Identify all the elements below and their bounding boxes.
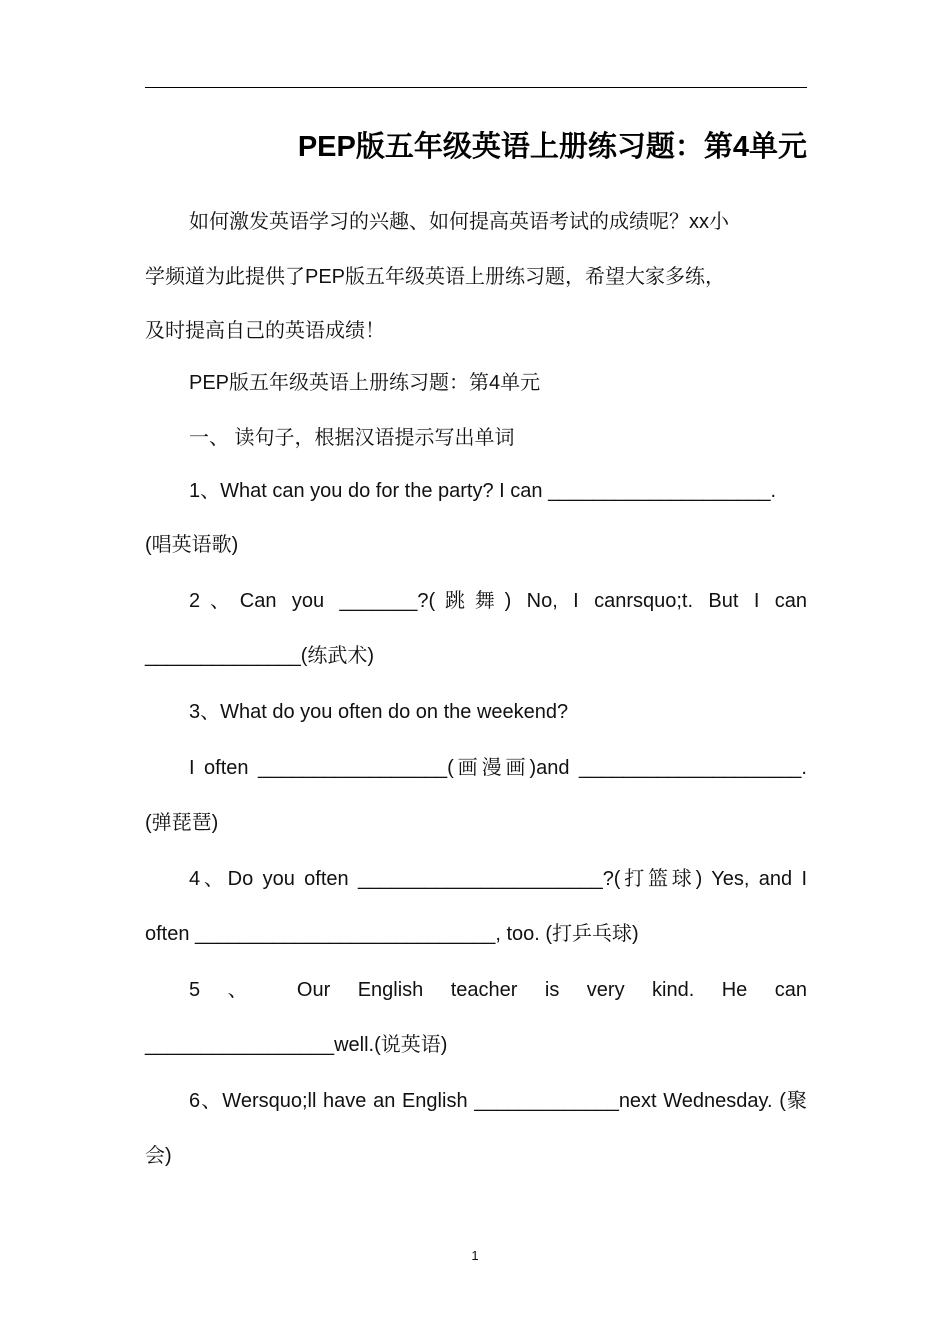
question-2-line-1: 2、Can you _______?(跳舞) No, I canrsquo;t. But I can <box>189 590 807 612</box>
question-6-line-1: 6、Wersquo;ll have an English _____________next Wednesday. (聚 <box>189 1090 807 1112</box>
page-title: PEP版五年级英语上册练习题：第4单元 <box>297 131 807 163</box>
header-rule <box>145 87 807 88</box>
question-6-line-2: 会) <box>145 1145 172 1167</box>
subtitle: PEP版五年级英语上册练习题：第4单元 <box>189 372 541 394</box>
question-3-line-2: I often _________________(画漫画)and ____________________. <box>189 757 807 779</box>
question-1-line-1: 1、What can you do for the party? I can ____________________. <box>189 480 777 502</box>
intro-line-1: 如何激发英语学习的兴趣、如何提高英语考试的成绩呢？xx小 <box>189 211 729 233</box>
intro-line-2: 学频道为此提供了PEP版五年级英语上册练习题，希望大家多练， <box>145 266 726 288</box>
question-2-line-2: ______________(练武术) <box>145 645 375 667</box>
question-3-line-1: 3、What do you often do on the weekend? <box>189 701 569 723</box>
page-number: 1 <box>471 1248 479 1263</box>
section-heading: 一、 读句子，根据汉语提示写出单词 <box>189 427 515 449</box>
question-5-line-1: 5 、 Our English teacher is very kind. He can <box>189 979 807 1001</box>
question-5-line-2: _________________well.(说英语) <box>145 1034 448 1056</box>
intro-line-3: 及时提高自己的英语成绩！ <box>145 320 385 342</box>
question-4-line-2: often ___________________________, too. (打乒乓球) <box>145 923 639 945</box>
question-1-line-2: (唱英语歌) <box>145 534 239 556</box>
question-3-line-3: (弹琵琶) <box>145 812 219 834</box>
question-4-line-1: 4、Do you often ______________________?(打篮球) Yes, and I <box>189 868 807 890</box>
